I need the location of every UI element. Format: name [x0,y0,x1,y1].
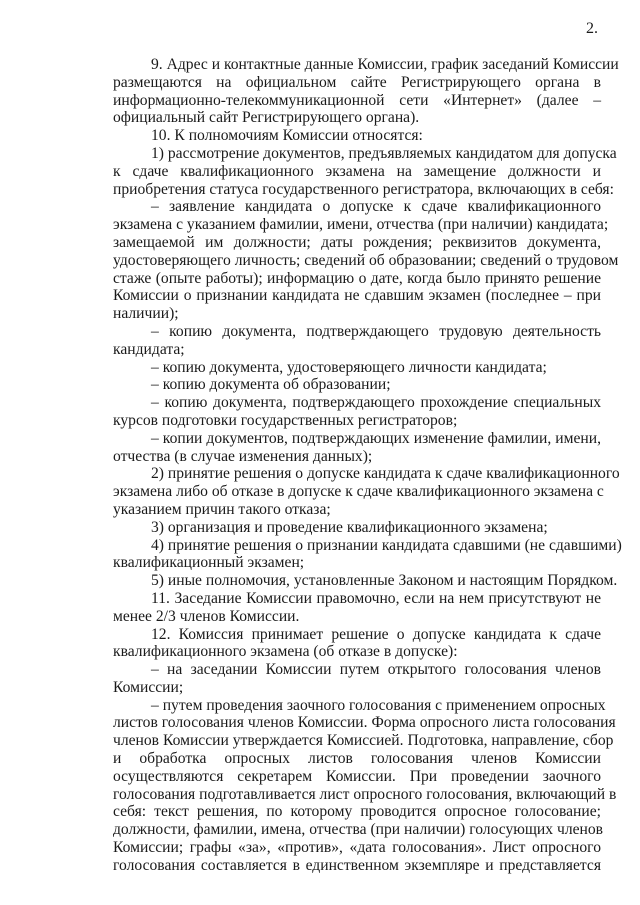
text-line: – путем проведения заочного голосования с применением опросных [151,696,606,714]
text-line: экзамена с указанием фамилии, имени, отчества (при наличии) кандидата; [113,216,609,234]
text-line: – заявление кандидата о допуске к сдаче квалификационного [151,198,601,216]
text-line: кандидата; [113,340,185,358]
text-line: замещаемой им должности; даты рождения; реквизитов документа, [113,233,601,251]
text-line: квалификационный экзамен; [113,554,305,572]
text-line: менее 2/3 членов Комиссии. [113,607,300,625]
text-line: должности, фамилии, имена, отчества (при наличии) голосующих членов [113,821,604,839]
text-line: указанием причин такого отказа; [113,500,331,518]
text-line: 10. К полномочиям Комиссии относятся: [151,127,423,145]
text-line: квалификационного экзамена (об отказе в допуске): [113,643,458,661]
page-number: 2. [586,20,598,37]
text-line: 5) иные полномочия, установленные Законом и настоящим Порядком. [151,572,618,590]
text-line: 12. Комиссия принимает решение о допуске кандидата к сдаче [151,625,601,643]
text-line: наличии); [113,305,179,323]
text-line: Комиссии; графы «за», «против», «дата голосования». Лист опросного [113,839,601,857]
text-line: отчества (в случае изменения данных); [113,447,373,465]
text-line: 3) организация и проведение квалификационного экзамена; [151,518,548,536]
text-line: официальный сайт Регистрирующего органа). [113,109,420,127]
text-line: стаже (опыте работы); информацию о дате, когда было принято решение [113,269,601,287]
text-line: себя: текст решения, по которому проводится опросное голосование; [113,803,601,821]
text-line: 4) принятие решения о признании кандидата сдавшими (не сдавшими) [151,536,622,554]
text-line: размещаются на официальном сайте Регистрирующего органа в [113,73,601,91]
text-line: курсов подготовки государственных регистраторов; [113,411,458,429]
text-line: Комиссии о признании кандидата не сдавшим экзамен (последнее – при [113,287,601,305]
text-line: Комиссии; [113,678,184,696]
text-line: листов голосования членов Комиссии. Форма опросного листа голосования [113,714,616,732]
text-line: 1) рассмотрение документов, предъявляемых кандидатом для допуска [151,144,617,162]
text-line: – на заседании Комиссии путем открытого голосования членов [151,661,601,679]
text-line: приобретения статуса государственного регистратора, включающих в себя: [113,180,614,198]
text-line: членов Комиссии утверждается Комиссией. Подготовка, направление, сбор [113,732,614,750]
text-line: – копию документа об образовании; [151,376,391,394]
text-line: осуществляются секретарем Комиссии. При проведении заочного [113,767,601,785]
text-line: 2) принятие решения о допуске кандидата к сдаче квалификационного [151,465,620,483]
text-line: голосования подготавливается лист опросного голосования, включающий в [113,785,617,803]
text-line: – копию документа, удостоверяющего личности кандидата; [151,358,547,376]
text-line: удостоверяющего личность; сведений об образовании; сведений о трудовом [113,251,619,269]
text-line: 11. Заседание Комиссии правомочно, если на нем присутствуют не [151,589,601,607]
text-line: – копию документа, подтверждающего трудовую деятельность [151,322,601,340]
text-line: – копию документа, подтверждающего прохождение специальных [151,394,601,412]
text-line: и обработка опросных листов голосования членов Комиссии [113,750,601,768]
text-line: 9. Адрес и контактные данные Комиссии, график заседаний Комиссии [151,56,619,73]
text-line: – копии документов, подтверждающих изменение фамилии, имени, [151,429,601,447]
text-line: информационно-телекоммуникационной сети «Интернет» (далее – [113,91,601,109]
document-body [113,56,622,875]
text-line: голосования составляется в единственном экземпляре и представляется [113,856,601,874]
text-line: экзамена либо об отказе в допуске к сдаче квалификационного экзамена с [113,483,604,501]
text-line: к сдаче квалификационного экзамена на замещение должности и [113,162,601,180]
